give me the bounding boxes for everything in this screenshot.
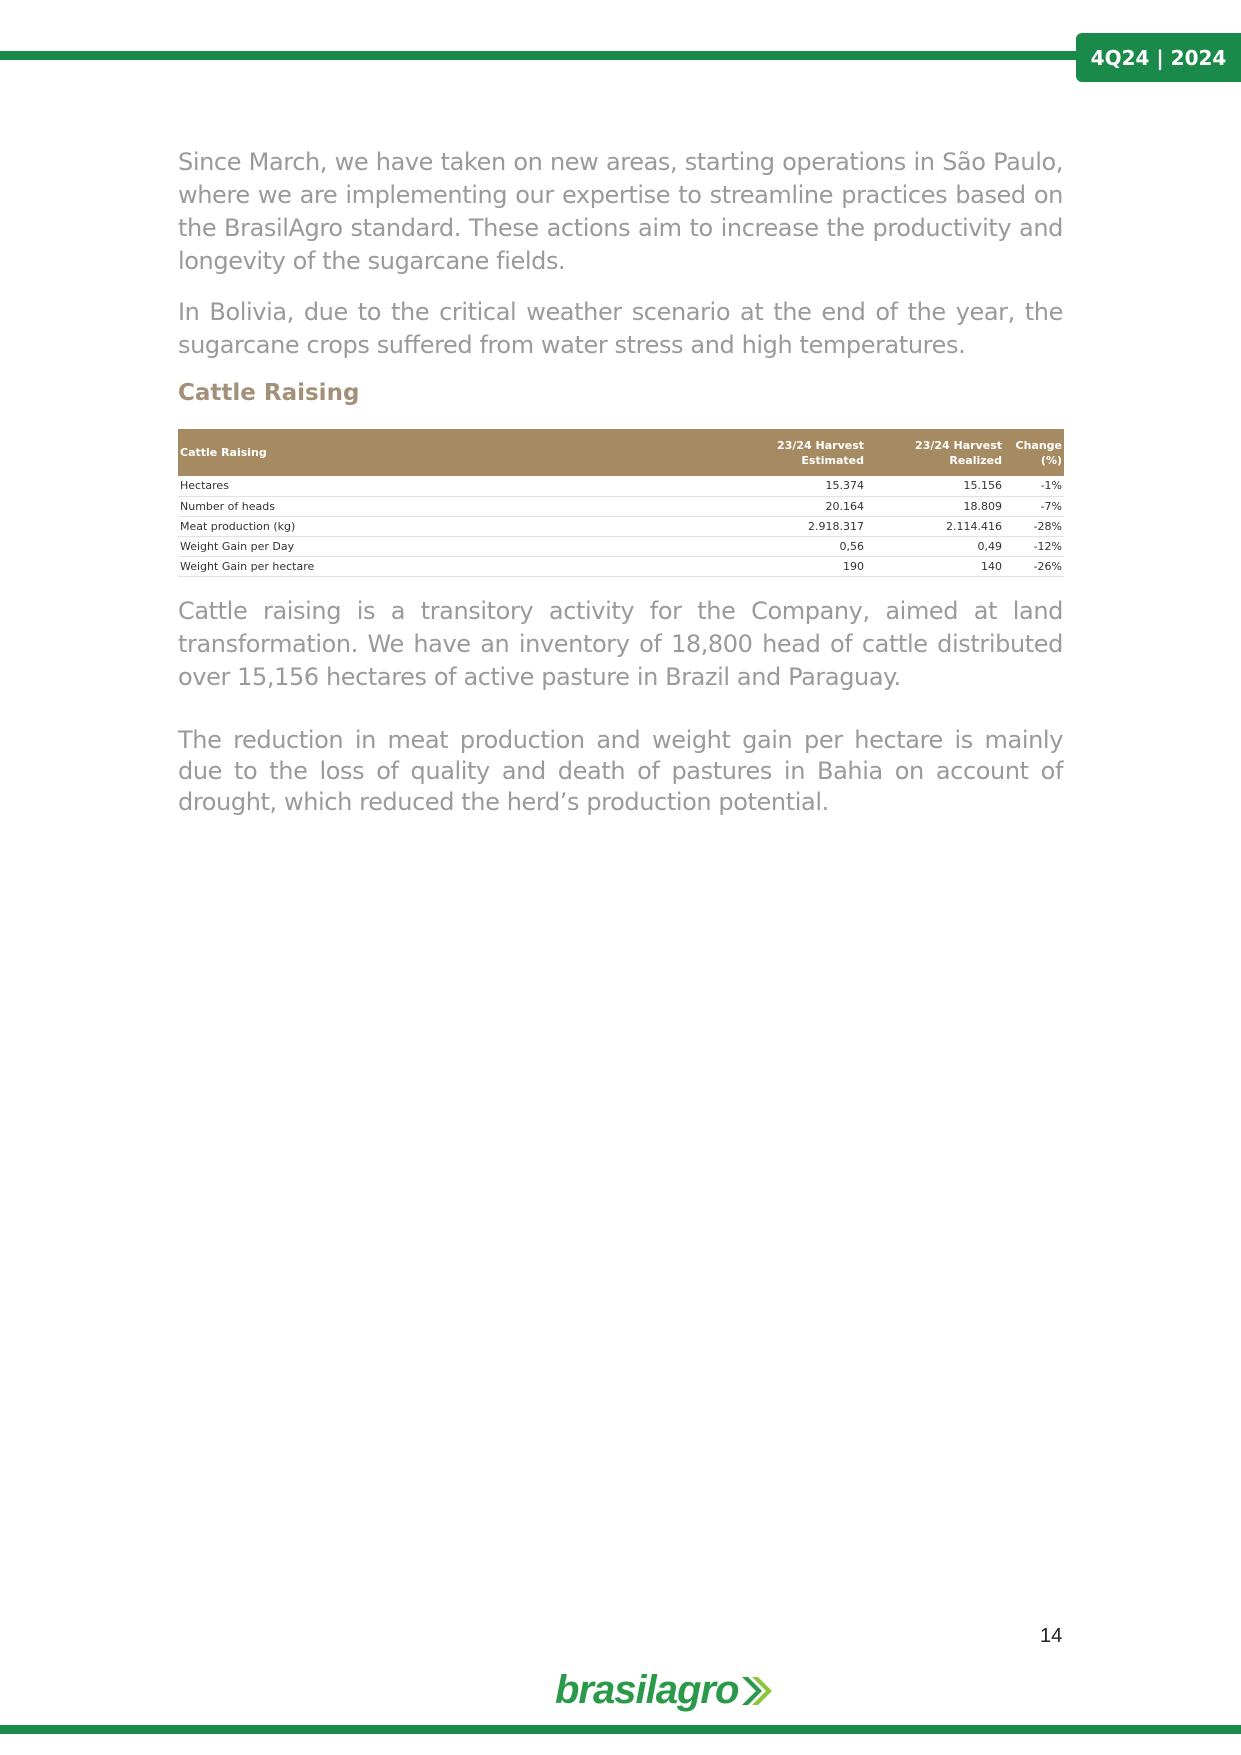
row-label: Weight Gain per hectare [180,559,315,573]
table-row [178,556,1064,576]
row-estimated: 190 [843,559,864,573]
paragraph-cattle-activity: Cattle raising is a transitory activity for the Company, aimed at land transformation. We have an inventory of 18,800 head of cattle distributed over 15,156 hectares of active pasture in Brazil and Paraguay. [178,597,1063,691]
brasilagro-logo [555,1668,774,1713]
header-realized-line1: 23/24 Harvest [915,438,1002,452]
chevron-logo-icon [738,1671,774,1711]
row-realized: 2.114.416 [946,519,1002,533]
logo-wordmark: brasilagro [555,1668,739,1712]
header-label: Cattle Raising [180,446,267,459]
row-estimated: 0,56 [839,539,864,553]
row-label: Number of heads [180,499,275,513]
header-estimated-line1: 23/24 Harvest [777,438,864,452]
header-estimated-line2: Estimated [801,453,864,467]
header-estimated [738,429,866,476]
header-realized [866,429,1004,476]
header-change [1004,429,1064,476]
table-row [178,536,1064,556]
table-row [178,516,1064,536]
header-change-line1: Change [1015,438,1062,452]
paragraph-bolivia: In Bolivia, due to the critical weather scenario at the end of the year, the sugarcane crops suffered from water stress and high temperatures. [178,298,1063,359]
row-label: Meat production (kg) [180,519,296,533]
header-change-line2: (%) [1040,453,1062,467]
period-badge: 4Q24 | 2024 [1076,33,1241,82]
row-change: -7% [1040,499,1062,513]
row-change: -26% [1033,559,1062,573]
row-estimated: 15.374 [825,479,864,493]
row-label: Weight Gain per Day [180,539,295,553]
row-change: -12% [1033,539,1062,553]
row-estimated: 20.164 [825,499,864,513]
paragraph-sao-paulo: Since March, we have taken on new areas, starting operations in São Paulo, where we are implementing our expertise to streamline practices based on the BrasilAgro standard. These actions aim to increase the productivity and longevity of the sugarcane fields. [178,148,1063,275]
row-label: Hectares [180,479,229,493]
table-row [178,476,1064,496]
page-number: 14 [1040,1625,1063,1647]
row-change: -1% [1040,479,1062,493]
header-realized-line2: Realized [949,453,1002,467]
row-change: -28% [1033,519,1062,533]
row-realized: 0,49 [977,539,1002,553]
table-header-row [178,429,1064,476]
row-realized: 18.809 [963,499,1002,513]
cattle-raising-table [178,429,1064,577]
section-heading: Cattle Raising [178,380,360,406]
row-estimated: 2.918.317 [808,519,864,533]
row-realized: 15.156 [963,479,1002,493]
row-realized: 140 [981,559,1002,573]
paragraph-meat-reduction: The reduction in meat production and weight gain per hectare is mainly due to the loss of quality and death of pastures in Bahia on account of drought, which reduced the herd’s production potential. [178,726,1063,816]
table-row [178,496,1064,516]
header-bar [0,51,1100,60]
footer-bar [0,1725,1241,1734]
